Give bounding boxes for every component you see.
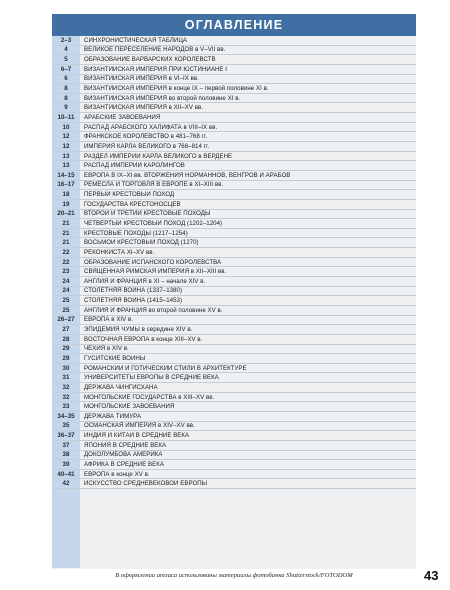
toc-entry-page: 12: [62, 133, 70, 141]
toc-entry: [52, 441, 416, 451]
toc-entry-page: 24: [62, 287, 70, 295]
toc-entry-title: ВОСТОЧНАЯ ЕВРОПА в конце XIII–XV в.: [84, 335, 203, 343]
toc-entry-title: СИНХРОНИСТИЧЕСКАЯ ТАБЛИЦА: [84, 36, 188, 44]
toc-entry: [52, 248, 416, 258]
toc-entry-title: СТОЛЕТНЯЯ ВОЙНА (1337–1380): [84, 287, 183, 295]
toc-entry-title: РАЗДЕЛ ИМПЕРИИ КАРЛА ВЕЛИКОГО в ВЕРДЕНЕ: [84, 152, 233, 160]
toc-entry: [52, 238, 416, 248]
toc-entry-title: ОБРАЗОВАНИЕ ИСПАНСКОГО КОРОЛЕВСТВА: [84, 258, 222, 266]
toc-entry: [52, 84, 416, 94]
toc-entry: [52, 65, 416, 75]
toc-entry: [52, 345, 416, 355]
toc-entry: [52, 287, 416, 297]
toc-entry-title: ВЕЛИКОЕ ПЕРЕСЕЛЕНИЕ НАРОДОВ в V–VII вв.: [84, 46, 226, 54]
toc-entry-page: 25: [62, 297, 70, 305]
toc-entry: [52, 364, 416, 374]
toc-entry: [52, 190, 416, 200]
toc-entry-page: 36–37: [57, 432, 75, 440]
toc-entry-title: ДЕРЖАВА ТИМУРА: [84, 412, 141, 420]
toc-entry-page: 38: [62, 451, 70, 459]
toc-entry-title: ВОСЬМОЙ КРЕСТОВЫЙ ПОХОД (1270): [84, 239, 199, 247]
toc-entry: [52, 161, 416, 171]
toc-entry-page: 35: [62, 422, 70, 430]
toc-entry-title: ЧЕТВЁРТЫЙ КРЕСТОВЫЙ ПОХОД (1202–1204): [84, 219, 223, 227]
toc-entry-page: 13: [62, 152, 70, 160]
toc-entry: [52, 460, 416, 470]
toc-entry-page: 14–15: [57, 171, 75, 179]
toc-entry: [52, 36, 416, 46]
toc-entry-page: 13: [62, 162, 70, 170]
toc-entry-title: ВИЗАНТИЙСКАЯ ИМПЕРИЯ в конце IX – первой половине XI в.: [84, 85, 269, 93]
page-title: ОГЛАВЛЕНИЕ: [184, 18, 284, 32]
toc-entry-page: 6: [64, 75, 68, 83]
toc-entry-page: 10: [62, 123, 70, 131]
toc-entry: [52, 152, 416, 162]
toc-entry-page: 42: [62, 480, 70, 488]
toc-entry: [52, 123, 416, 133]
toc-entry-title: ВИЗАНТИЙСКАЯ ИМПЕРИЯ в VI–IX вв.: [84, 75, 199, 83]
toc-entry-title: АНГЛИЯ И ФРАНЦИЯ в XI – начале XIV в.: [84, 277, 206, 285]
toc-entry-page: 28: [62, 335, 70, 343]
toc-entry: [52, 229, 416, 239]
toc-entry-page: 32: [62, 393, 70, 401]
toc-entry-page: 2–3: [60, 36, 72, 44]
toc-entry: [52, 373, 416, 383]
toc-entry-page: 30: [62, 364, 70, 372]
toc-entry-page: 21: [62, 239, 70, 247]
toc-entry: [52, 393, 416, 403]
toc-entry-title: ИМПЕРИЯ КАРЛА ВЕЛИКОГО в 768–814 гг.: [84, 142, 210, 150]
toc-entry: [52, 210, 416, 220]
toc-entry: [52, 219, 416, 229]
toc-entry-page: 21: [62, 229, 70, 237]
toc-entry: [52, 422, 416, 432]
toc-entry-title: РЕМЁСЛА И ТОРГОВЛЯ В ЕВРОПЕ в XI–XIII вв.: [84, 181, 224, 189]
toc-entry: [52, 75, 416, 85]
toc-entry-page: 25: [62, 306, 70, 314]
toc-entry: [52, 113, 416, 123]
toc-entry-title: ЯПОНИЯ В СРЕДНИЕ ВЕКА: [84, 441, 167, 449]
toc-entry-page: 19: [62, 200, 70, 208]
toc-entry-title: ЕВРОПА В IX–XI вв. ВТОРЖЕНИЯ НОРМАННОВ, ВЕНГРОВ И АРАБОВ: [84, 171, 291, 179]
toc-entry-page: 33: [62, 403, 70, 411]
toc-entry: [52, 402, 416, 412]
toc-entry: [52, 325, 416, 335]
toc-entry-page: 26–27: [57, 316, 75, 324]
toc-entry-title: РОМАНСКИЙ И ГОТИЧЕСКИЙ СТИЛИ В АРХИТЕКТУРЕ: [84, 364, 247, 372]
toc-header: [52, 14, 416, 36]
toc-entry-page: 29: [62, 345, 70, 353]
toc-entry-page: 22: [62, 248, 70, 256]
toc-entry: [52, 412, 416, 422]
toc-entry-title: ПЕРВЫЙ КРЕСТОВЫЙ ПОХОД: [84, 191, 175, 199]
toc-entry-page: 16–17: [57, 181, 75, 189]
toc-entry-page: 12: [62, 142, 70, 150]
toc-entry-title: ВИЗАНТИЙСКАЯ ИМПЕРИЯ ПРИ ЮСТИНИАНЕ I: [84, 65, 228, 73]
toc-entry-title: ОБРАЗОВАНИЕ ВАРВАРСКИХ КОРОЛЕВСТВ: [84, 56, 216, 64]
page-number: 43: [424, 568, 439, 583]
toc-entry-title: РАСПАД ИМПЕРИИ КАРОЛИНГОВ: [84, 162, 185, 170]
toc-entry-title: ИСКУССТВО СРЕДНЕВЕКОВОЙ ЕВРОПЫ: [84, 480, 208, 488]
toc-entry-title: ГУСИТСКИЕ ВОЙНЫ: [84, 354, 146, 362]
toc-entry-title: ГОСУДАРСТВА КРЕСТОНОСЦЕВ: [84, 200, 181, 208]
toc-entry-title: ЭПИДЕМИЯ ЧУМЫ в середине XIV в.: [84, 326, 193, 334]
toc-entry: [52, 431, 416, 441]
toc-entry-page: 34–35: [57, 412, 75, 420]
toc-entry-page: 39: [62, 461, 70, 468]
toc-entry-page: 22: [62, 258, 70, 266]
toc-entry-page: 27: [62, 326, 70, 334]
toc-entry-title: ВТОРОЙ И ТРЕТИЙ КРЕСТОВЫЕ ПОХОДЫ: [84, 210, 211, 218]
toc-entry: [52, 171, 416, 181]
toc-entry-page: 37: [62, 441, 70, 449]
toc-entry-title: АФРИКА В СРЕДНИЕ ВЕКА: [84, 461, 164, 468]
toc-entry-page: 5: [64, 56, 68, 64]
toc-entry-page: 8: [64, 85, 68, 93]
toc-entry-page: 18: [62, 191, 70, 199]
toc-entry-title: ВИЗАНТИЙСКАЯ ИМПЕРИЯ во второй половине XI в.: [84, 94, 241, 102]
toc-entry: [52, 267, 416, 277]
toc-entry: [52, 277, 416, 287]
toc-entry: [52, 181, 416, 191]
toc-entry: [52, 200, 416, 210]
toc-entry: [52, 470, 416, 480]
toc-entry-title: ЕВРОПА в XIV в.: [84, 316, 134, 324]
toc-entry-title: ОСМАНСКАЯ ИМПЕРИЯ в XIV–XV вв.: [84, 422, 195, 430]
toc-entry-title: ФРАНКСКОЕ КОРОЛЕВСТВО в 481–768 гг.: [84, 133, 208, 141]
toc-entry-title: АРАБСКИЕ ЗАВОЕВАНИЯ: [84, 113, 161, 121]
toc-entry-title: АНГЛИЯ И ФРАНЦИЯ во второй половине XV в.: [84, 306, 223, 314]
toc-entry-page: 10–11: [57, 113, 75, 121]
toc-entry: [52, 94, 416, 104]
toc-entry-title: ЕВРОПА в конце XV в.: [84, 470, 150, 478]
toc-entry-title: МОНГОЛЬСКИЕ ГОСУДАРСТВА в XIII–XV вв.: [84, 393, 215, 401]
toc-entry-page: 31: [62, 374, 70, 382]
toc-entry: [52, 354, 416, 364]
toc-entry-title: ИНДИЯ И КИТАЙ В СРЕДНИЕ ВЕКА: [84, 432, 190, 440]
toc-entry-page: 8: [64, 94, 68, 102]
toc-entry-title: СТОЛЕТНЯЯ ВОЙНА (1415–1453): [84, 297, 183, 305]
toc-entry: [52, 142, 416, 152]
photo-credit: В оформлении атласа использованы материалы фотобанка Shutterstock/FOTODOM: [115, 572, 353, 579]
toc-entry: [52, 451, 416, 461]
toc-entry-page: 24: [62, 277, 70, 285]
toc-entry: [52, 132, 416, 142]
toc-entry-title: КРЕСТОВЫЕ ПОХОДЫ (1217–1254): [84, 229, 188, 237]
toc-entry: [52, 479, 416, 489]
toc-entry: [52, 46, 416, 56]
toc-entry-page: 32: [62, 383, 70, 391]
toc-entry-page: 4: [64, 46, 68, 54]
toc-entry-title: ЧЕХИЯ в XIV в.: [84, 345, 129, 353]
toc-entry: [52, 383, 416, 393]
toc-entry-page: 40–41: [57, 470, 75, 478]
toc-entry-page: 21: [62, 219, 70, 227]
toc-entry-page: 29: [62, 354, 70, 362]
toc-entry: [52, 103, 416, 113]
toc-entry-page: 23: [62, 268, 70, 276]
toc-entry: [52, 306, 416, 316]
toc-entry-page: 6–7: [60, 65, 72, 73]
toc-entry-page: 20–21: [57, 210, 75, 218]
toc-entry-title: МОНГОЛЬСКИЕ ЗАВОЕВАНИЯ: [84, 403, 175, 411]
toc-entry-title: УНИВЕРСИТЕТЫ ЕВРОПЫ В СРЕДНИЕ ВЕКА: [84, 374, 219, 382]
toc-entry-title: ДЕРЖАВА ЧИНГИСХАНА: [84, 383, 158, 391]
toc-entry: [52, 316, 416, 326]
toc-entry-title: РЕКОНКИСТА XI–XV вв.: [84, 248, 155, 256]
toc-entry-title: ВИЗАНТИЙСКАЯ ИМПЕРИЯ в XII–XV вв.: [84, 104, 204, 112]
toc-entry: [52, 296, 416, 306]
toc-entry: [52, 55, 416, 65]
toc-entry: [52, 335, 416, 345]
toc-entry-title: ДОКОЛУМБОВА АМЕРИКА: [84, 451, 163, 459]
toc-entry-title: РАСПАД АРАБСКОГО ХАЛИФАТА в VIII–IX вв.: [84, 123, 218, 131]
toc-entry: [52, 258, 416, 268]
toc-entry-title: СВЯЩЕННАЯ РИМСКАЯ ИМПЕРИЯ в XII–XIII вв.: [84, 268, 227, 276]
toc-entry-page: 9: [64, 104, 68, 112]
toc-list: [52, 36, 416, 489]
